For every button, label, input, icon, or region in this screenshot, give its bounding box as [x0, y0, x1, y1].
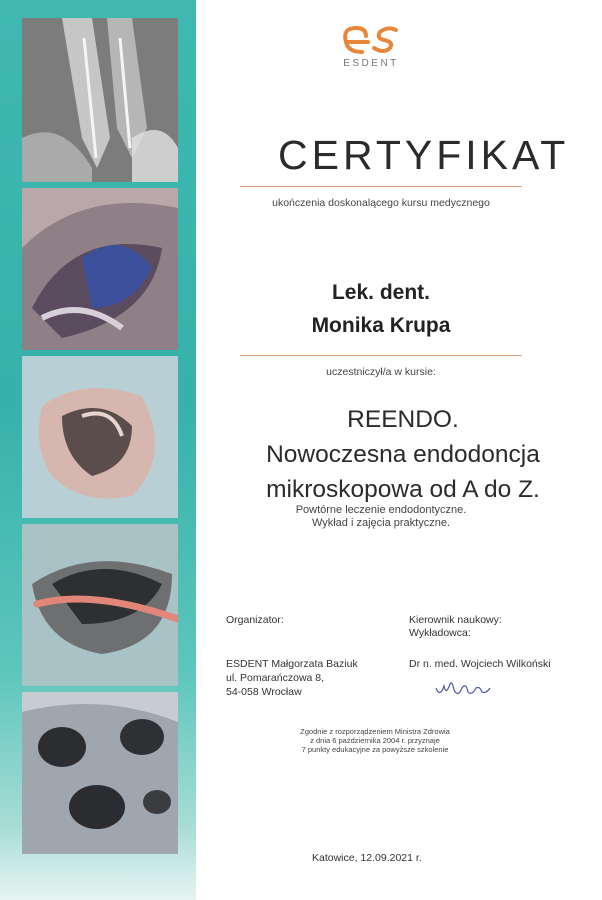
course-subtitle-line-1: Powtórne leczenie endodontyczne. — [295, 504, 467, 516]
organizer-line-3: 54-058 Wrocław — [226, 686, 302, 698]
esdent-logo — [336, 24, 406, 69]
supervisor-name: Dr n. med. Wojciech Wilkoński — [409, 658, 551, 670]
logo-text: ESDENT — [343, 58, 399, 69]
tooth-crown-photo — [22, 356, 178, 518]
supervisor-label: Kierownik naukowy: — [409, 614, 502, 626]
instrument-photo — [22, 524, 178, 686]
legal-note-line-1: Zgodnie z rozporządzeniem Ministra Zdrowia — [300, 727, 450, 736]
recipient-name: Monika Krupa — [311, 314, 451, 337]
signature-image — [432, 678, 502, 700]
course-subtitle-line-2: Wykład i zajęcia praktyczne. — [311, 517, 451, 529]
root-canal-photo — [22, 188, 178, 350]
legal-note-line-3: 7 punkty edukacyjne za powyższe szkolenie — [301, 745, 449, 754]
canal-openings-photo — [22, 692, 178, 854]
organizer-label: Organizator: — [226, 614, 284, 626]
esdent-logo-mark — [338, 24, 404, 56]
participated-label: uczestniczył/a w kursie: — [326, 366, 436, 378]
course-title-line-2: Nowoczesna endodoncja — [266, 441, 540, 468]
name-divider — [240, 355, 522, 356]
course-title-line-3: mikroskopowa od A do Z. — [266, 476, 540, 503]
certificate-title: CERTYFIKAT — [278, 132, 570, 178]
course-title-line-1: REENDO. — [347, 406, 459, 433]
place-date: Katowice, 12.09.2021 r. — [312, 852, 422, 864]
lecturer-label: Wykładowca: — [409, 627, 471, 639]
certificate-subtitle: ukończenia doskonalącego kursu medycznego — [272, 197, 490, 209]
title-divider — [240, 186, 522, 187]
organizer-line-1: ESDENT Małgorzata Baziuk — [226, 658, 358, 670]
recipient-prefix: Lek. dent. — [331, 281, 431, 304]
legal-note-line-2: z dnia 6 października 2004 r. przyznaje — [310, 736, 440, 745]
organizer-line-2: ul. Pomarańczowa 8, — [226, 672, 325, 684]
xray-photo — [22, 18, 178, 182]
